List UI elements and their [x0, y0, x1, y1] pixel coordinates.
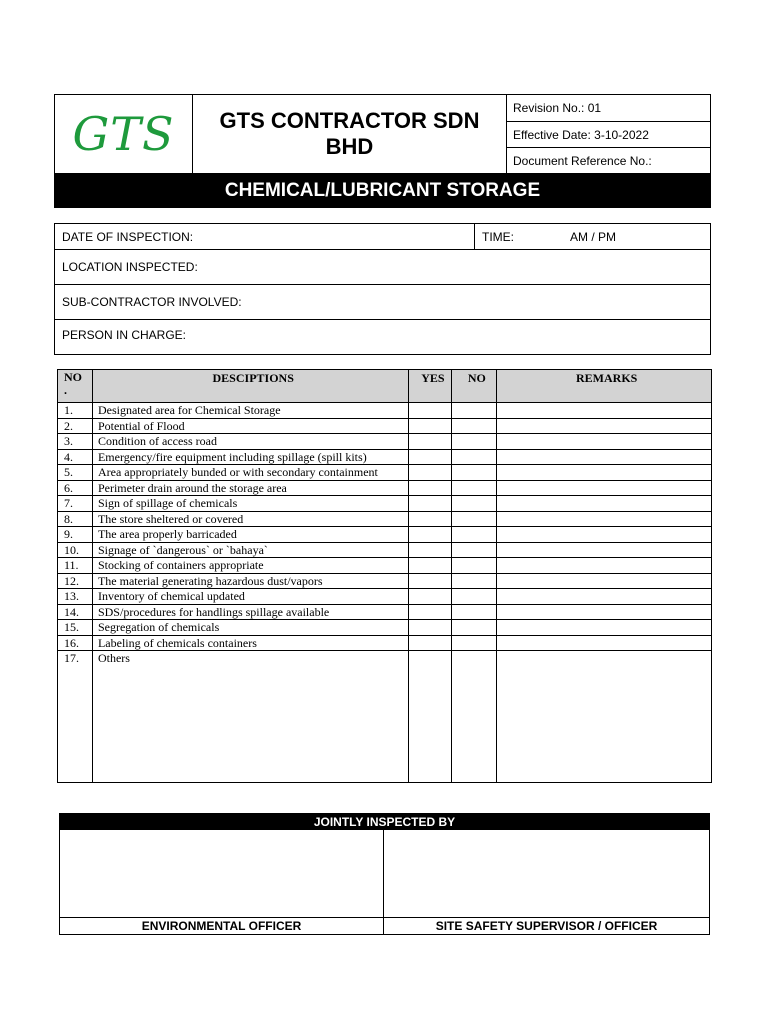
no-checkbox-cell[interactable]: [452, 558, 497, 574]
item-number: 8.: [58, 511, 93, 527]
yes-checkbox-cell[interactable]: [409, 511, 452, 527]
location-inspected-row[interactable]: [55, 250, 710, 285]
no-checkbox-cell[interactable]: [452, 403, 497, 419]
checklist-row: [58, 651, 712, 783]
item-number: 1.: [58, 403, 93, 419]
remarks-cell[interactable]: [497, 480, 712, 496]
time-label: TIME:: [482, 230, 514, 244]
yes-checkbox-cell[interactable]: [409, 558, 452, 574]
logo-cell: [55, 95, 193, 173]
yes-checkbox-cell[interactable]: [409, 465, 452, 481]
checklist-row: [58, 418, 712, 434]
remarks-cell[interactable]: [497, 434, 712, 450]
inspection-checklist: [57, 369, 712, 783]
item-number: 14.: [58, 604, 93, 620]
yes-checkbox-cell[interactable]: [409, 573, 452, 589]
inspection-info: [54, 223, 711, 355]
yes-checkbox-cell[interactable]: [409, 480, 452, 496]
item-number: 12.: [58, 573, 93, 589]
document-meta: [507, 95, 710, 173]
item-description: Signage of `dangerous` or `bahaya`: [92, 542, 408, 558]
remarks-cell[interactable]: [497, 558, 712, 574]
person-in-charge-row[interactable]: [55, 320, 710, 354]
remarks-cell[interactable]: [497, 635, 712, 651]
person-in-charge-label: PERSON IN CHARGE:: [62, 328, 187, 342]
remarks-cell[interactable]: [497, 604, 712, 620]
checklist-row: [58, 449, 712, 465]
remarks-cell[interactable]: [497, 465, 712, 481]
yes-checkbox-cell[interactable]: [409, 542, 452, 558]
am-pm-label: AM / PM: [570, 230, 617, 244]
remarks-cell[interactable]: [497, 651, 712, 783]
checklist-row: [58, 496, 712, 512]
no-checkbox-cell[interactable]: [452, 511, 497, 527]
no-checkbox-cell[interactable]: [452, 604, 497, 620]
remarks-cell[interactable]: [497, 573, 712, 589]
item-description: The store sheltered or covered: [92, 511, 408, 527]
checklist-row: [58, 620, 712, 636]
no-checkbox-cell[interactable]: [452, 418, 497, 434]
company-logo: GTS: [72, 107, 175, 161]
remarks-cell[interactable]: [497, 403, 712, 419]
sub-contractor-row[interactable]: [55, 285, 710, 320]
column-header-no: NO .: [58, 370, 93, 403]
item-description: Condition of access road: [92, 434, 408, 450]
remarks-cell[interactable]: [497, 589, 712, 605]
time-field[interactable]: [474, 224, 710, 250]
item-number: 6.: [58, 480, 93, 496]
remarks-cell[interactable]: [497, 418, 712, 434]
yes-checkbox-cell[interactable]: [409, 620, 452, 636]
item-description: Segregation of chemicals: [92, 620, 408, 636]
location-inspected-label: LOCATION INSPECTED:: [62, 260, 198, 274]
revision-number: Revision No.: 01: [513, 101, 602, 115]
yes-checkbox-cell[interactable]: [409, 604, 452, 620]
item-number: 5.: [58, 465, 93, 481]
document-header: [54, 94, 711, 174]
site-safety-supervisor-signature-box[interactable]: [384, 830, 709, 934]
item-description: Emergency/fire equipment including spillage (spill kits): [92, 449, 408, 465]
jointly-inspected-section: [59, 813, 710, 935]
yes-checkbox-cell[interactable]: [409, 496, 452, 512]
item-description: The material generating hazardous dust/vapors: [92, 573, 408, 589]
checklist-row: [58, 465, 712, 481]
yes-checkbox-cell[interactable]: [409, 449, 452, 465]
date-of-inspection-label: DATE OF INSPECTION:: [62, 230, 194, 244]
no-checkbox-cell[interactable]: [452, 449, 497, 465]
site-safety-supervisor-label: SITE SAFETY SUPERVISOR / OFFICER: [384, 917, 709, 934]
yes-checkbox-cell[interactable]: [409, 434, 452, 450]
column-header-descriptions: DESCIPTIONS: [92, 370, 408, 403]
environmental-officer-label: ENVIRONMENTAL OFFICER: [60, 917, 383, 934]
item-number: 15.: [58, 620, 93, 636]
item-description: Area appropriately bunded or with secondary containment: [92, 465, 408, 481]
item-number: 2.: [58, 418, 93, 434]
company-name: GTS CONTRACTOR SDN BHD: [219, 108, 480, 159]
item-description: Stocking of containers appropriate: [92, 558, 408, 574]
remarks-cell[interactable]: [497, 511, 712, 527]
item-description: Sign of spillage of chemicals: [92, 496, 408, 512]
sub-contractor-label: SUB-CONTRACTOR INVOLVED:: [62, 295, 242, 309]
yes-checkbox-cell[interactable]: [409, 527, 452, 543]
jointly-inspected-title: JOINTLY INSPECTED BY: [60, 814, 709, 830]
yes-checkbox-cell[interactable]: [409, 418, 452, 434]
item-number: 13.: [58, 589, 93, 605]
item-description: Potential of Flood: [92, 418, 408, 434]
checklist-header-row: [58, 370, 712, 403]
no-checkbox-cell[interactable]: [452, 589, 497, 605]
item-number: 11.: [58, 558, 93, 574]
yes-checkbox-cell[interactable]: [409, 403, 452, 419]
item-description: The area properly barricaded: [92, 527, 408, 543]
no-checkbox-cell[interactable]: [452, 480, 497, 496]
item-description: Perimeter drain around the storage area: [92, 480, 408, 496]
no-checkbox-cell[interactable]: [452, 542, 497, 558]
item-number: 17.: [58, 651, 93, 783]
checklist-row: [58, 542, 712, 558]
no-checkbox-cell[interactable]: [452, 620, 497, 636]
checklist-row: [58, 511, 712, 527]
effective-date: Effective Date: 3-10-2022: [507, 121, 710, 147]
no-checkbox-cell[interactable]: [452, 651, 497, 783]
column-header-yes: YES: [409, 370, 452, 403]
checklist-row: [58, 573, 712, 589]
no-checkbox-cell[interactable]: [452, 434, 497, 450]
item-number: 4.: [58, 449, 93, 465]
no-checkbox-cell[interactable]: [452, 527, 497, 543]
checklist-row: [58, 527, 712, 543]
item-description: Designated area for Chemical Storage: [92, 403, 408, 419]
checklist-row: [58, 635, 712, 651]
item-number: 16.: [58, 635, 93, 651]
checklist-row: [58, 434, 712, 450]
remarks-cell[interactable]: [497, 449, 712, 465]
remarks-cell[interactable]: [497, 542, 712, 558]
yes-checkbox-cell[interactable]: [409, 651, 452, 783]
item-description: Inventory of chemical updated: [92, 589, 408, 605]
no-checkbox-cell[interactable]: [452, 496, 497, 512]
yes-checkbox-cell[interactable]: [409, 635, 452, 651]
no-checkbox-cell[interactable]: [452, 635, 497, 651]
remarks-cell[interactable]: [497, 620, 712, 636]
no-checkbox-cell[interactable]: [452, 573, 497, 589]
checklist-row: [58, 558, 712, 574]
item-number: 3.: [58, 434, 93, 450]
document-reference: Document Reference No.:: [507, 147, 710, 173]
remarks-cell[interactable]: [497, 527, 712, 543]
item-description: Others: [92, 651, 408, 783]
item-number: 10.: [58, 542, 93, 558]
checklist-row: [58, 403, 712, 419]
remarks-cell[interactable]: [497, 496, 712, 512]
item-description: Labeling of chemicals containers: [92, 635, 408, 651]
checklist-row: [58, 604, 712, 620]
checklist-row: [58, 589, 712, 605]
yes-checkbox-cell[interactable]: [409, 589, 452, 605]
column-header-no-answer: NO: [452, 370, 497, 403]
form-title: CHEMICAL/LUBRICANT STORAGE: [54, 174, 711, 208]
checklist-row: [58, 480, 712, 496]
environmental-officer-signature-box[interactable]: [60, 830, 384, 934]
item-number: 7.: [58, 496, 93, 512]
no-checkbox-cell[interactable]: [452, 465, 497, 481]
item-number: 9.: [58, 527, 93, 543]
column-header-remarks: REMARKS: [497, 370, 712, 403]
item-description: SDS/procedures for handlings spillage available: [92, 604, 408, 620]
company-cell: [193, 95, 507, 173]
